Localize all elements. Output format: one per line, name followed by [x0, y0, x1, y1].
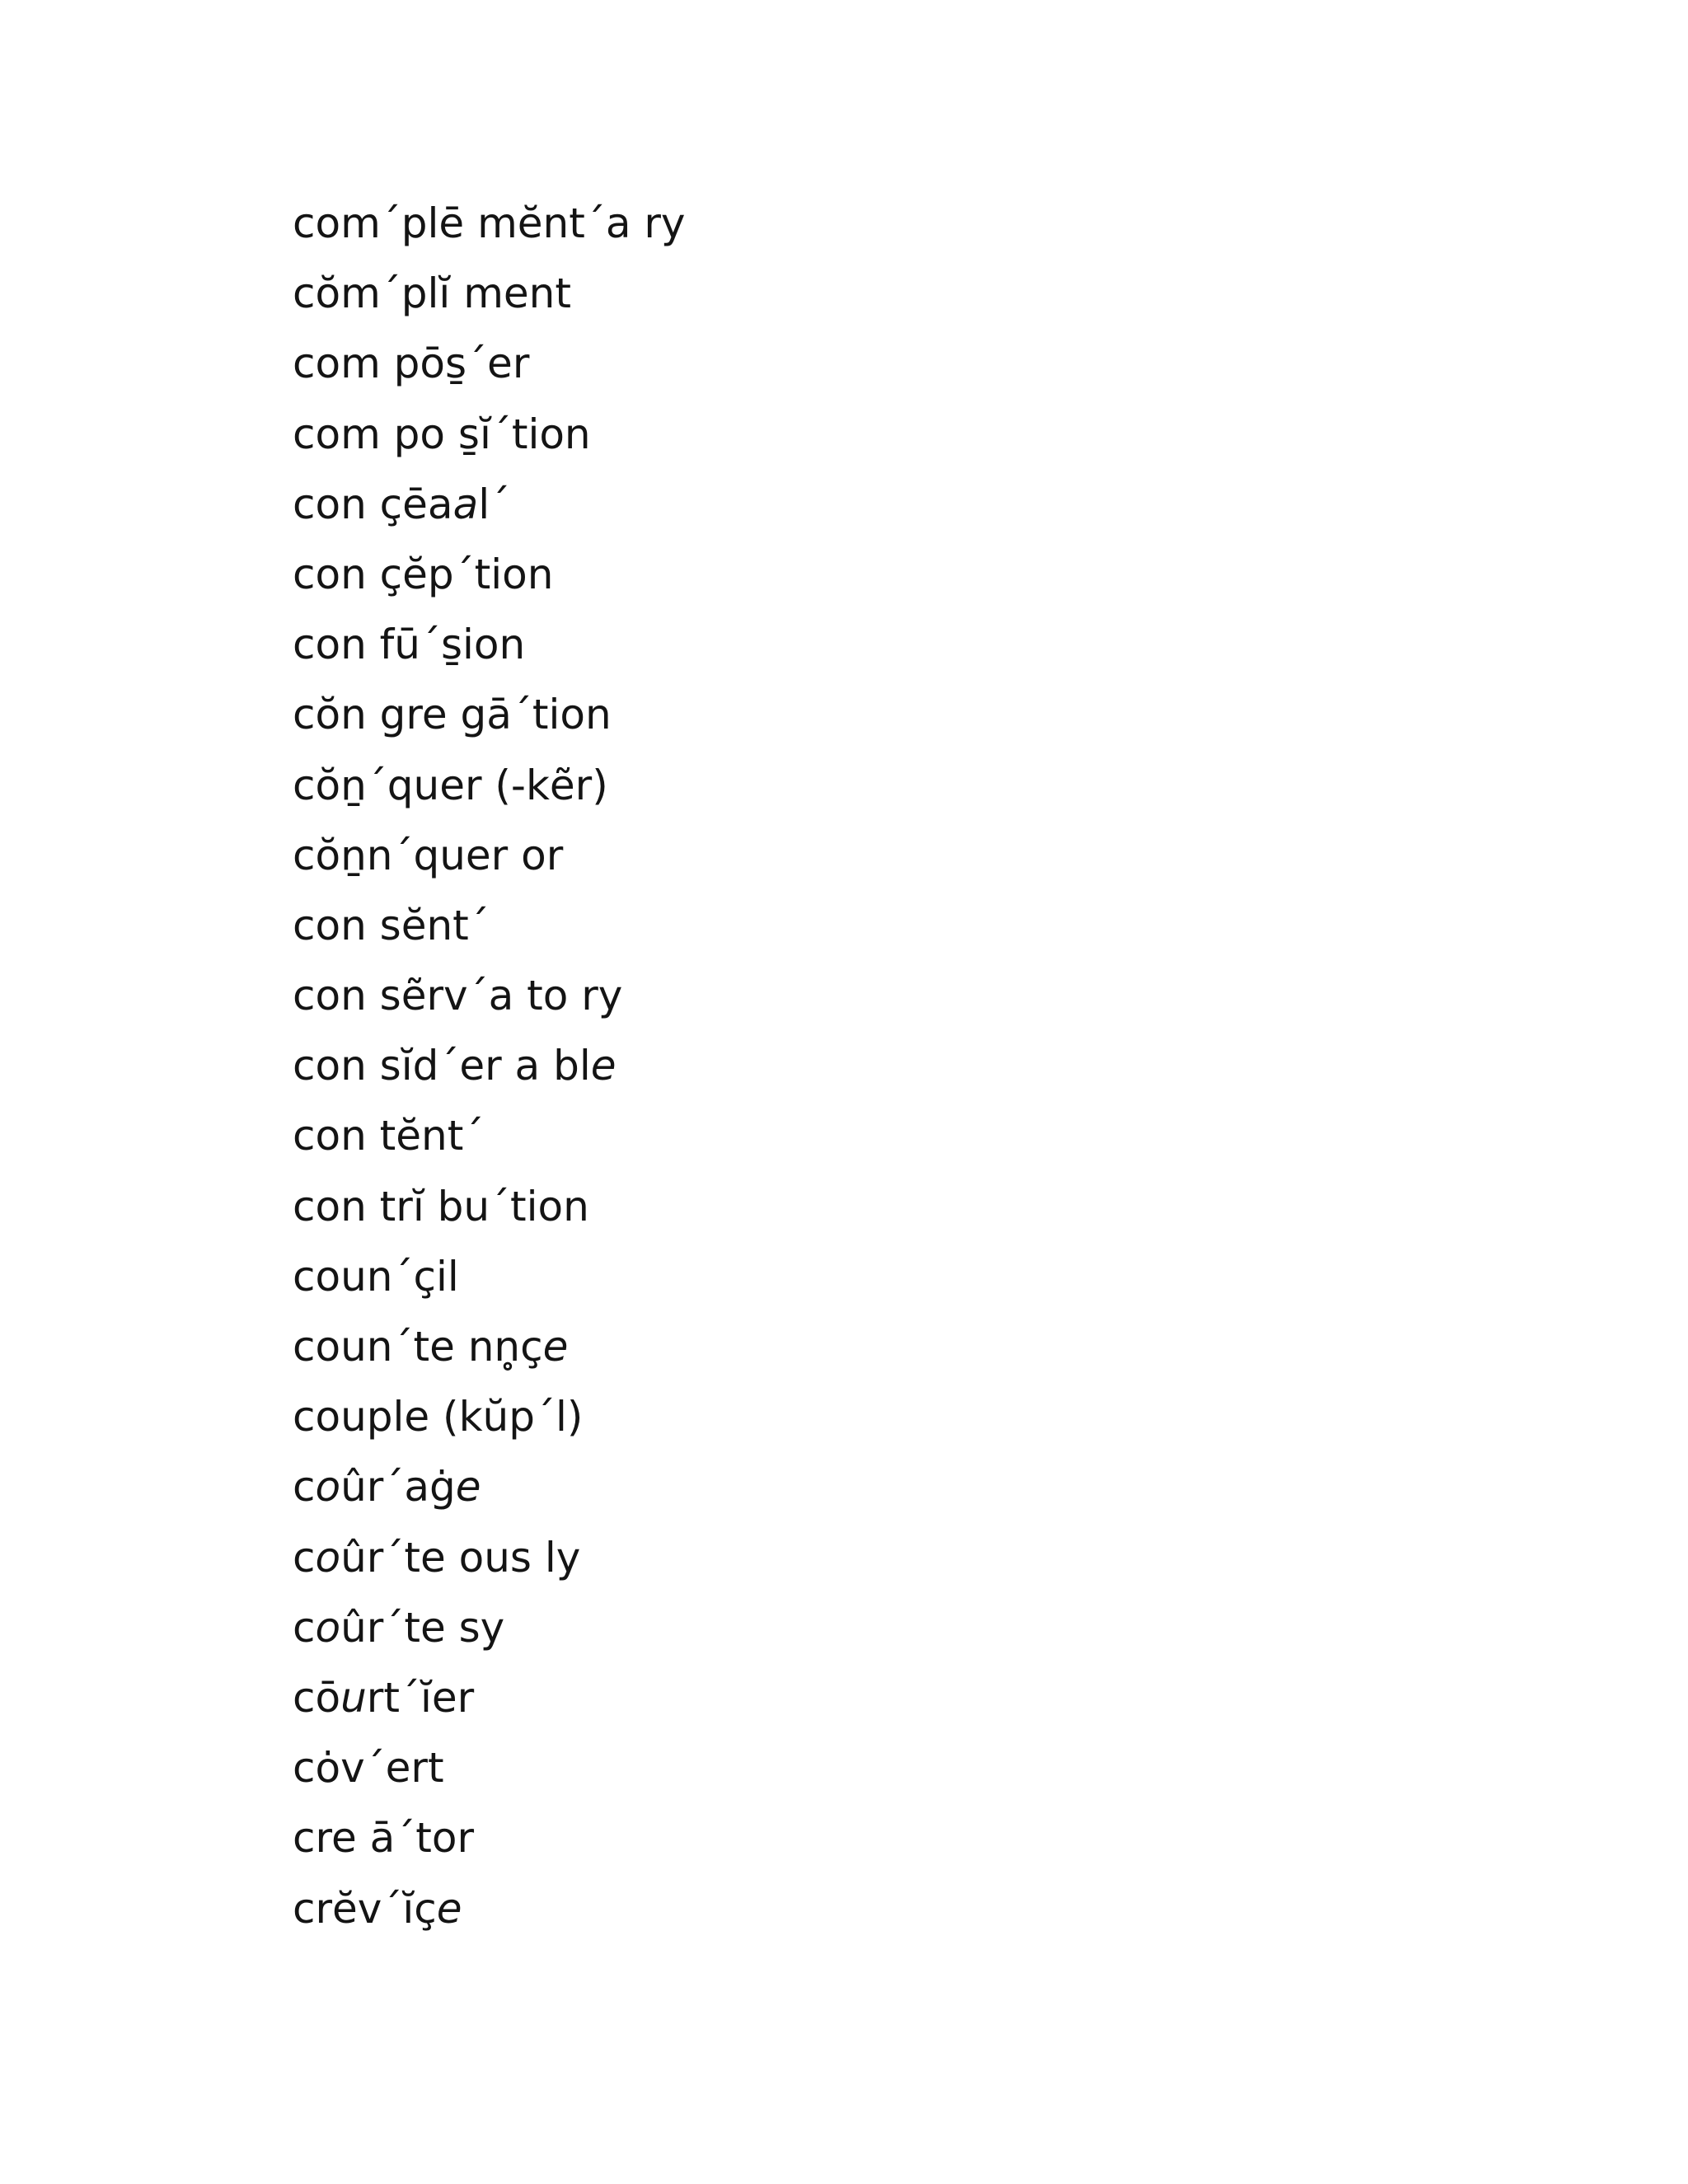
word-entry: [293, 1390, 1447, 1460]
pronunciation-word-list: [293, 196, 1447, 1952]
word-text: c: [293, 1603, 316, 1652]
word-entry: [293, 196, 1447, 266]
word-text: coun´çil: [293, 1252, 459, 1301]
word-entry: [293, 1601, 1447, 1671]
silent-letter: e: [590, 1042, 617, 1090]
word-entry: [293, 1038, 1447, 1108]
word-entry: [293, 547, 1447, 617]
word-text: cŏn gre gā´tion: [293, 691, 612, 739]
silent-letter: e: [436, 1884, 462, 1933]
word-entry: [293, 1249, 1447, 1319]
word-text: con sĭd´er a bl: [293, 1042, 591, 1090]
silent-letter: e: [542, 1323, 569, 1371]
word-text: couple (kŭp´l): [293, 1393, 584, 1441]
word-text: ûr´te sy: [340, 1603, 505, 1652]
word-text: crĕv´ĭç: [293, 1884, 437, 1933]
word-entry: [293, 1319, 1447, 1390]
silent-letter: u: [340, 1673, 367, 1722]
word-entry: [293, 336, 1447, 406]
word-text: l´: [478, 480, 511, 528]
word-entry: [293, 758, 1447, 828]
word-text: con fū´s̱ion: [293, 621, 526, 669]
word-text: cŏṉ´quer (-kẽr): [293, 761, 608, 809]
word-entry: [293, 687, 1447, 757]
word-text: ûr´aġ: [340, 1463, 456, 1511]
word-entry: [293, 1811, 1447, 1881]
word-entry: [293, 898, 1447, 968]
word-entry: [293, 1741, 1447, 1811]
word-text: con çēa: [293, 480, 453, 528]
word-entry: [293, 1179, 1447, 1249]
word-text: cō: [293, 1673, 341, 1722]
silent-letter: a: [452, 480, 479, 528]
word-text: con tĕnt´: [293, 1112, 485, 1160]
word-text: coun´te nn̥ç: [293, 1323, 543, 1371]
word-entry: [293, 477, 1447, 547]
word-text: com pōs̱´er: [293, 340, 530, 388]
word-text: cŏṉn´quer or: [293, 831, 564, 879]
word-text: com´plē mĕnt´a ry: [293, 199, 686, 247]
word-entry: [293, 1460, 1447, 1530]
word-text: rt´ĭer: [366, 1673, 475, 1722]
silent-letter: o: [315, 1463, 341, 1511]
word-entry: [293, 1671, 1447, 1741]
word-entry: [293, 266, 1447, 336]
word-entry: [293, 828, 1447, 898]
word-entry: [293, 1530, 1447, 1601]
word-text: c: [293, 1533, 316, 1582]
silent-letter: e: [455, 1463, 481, 1511]
word-text: ûr´te ous ly: [340, 1533, 581, 1582]
word-text: cre ā´tor: [293, 1814, 474, 1863]
silent-letter: o: [315, 1603, 341, 1652]
word-text: con çĕp´tion: [293, 550, 554, 598]
word-text: con trĭ bu´tion: [293, 1182, 589, 1230]
silent-letter: o: [315, 1533, 341, 1582]
word-entry: [293, 407, 1447, 477]
word-text: cŏm´plĭ ment: [293, 269, 571, 318]
word-entry: [293, 617, 1447, 687]
word-entry: [293, 1882, 1447, 1952]
word-entry: [293, 1108, 1447, 1179]
word-entry: [293, 968, 1447, 1038]
word-text: c: [293, 1463, 316, 1511]
word-text: com po s̱ĭ´tion: [293, 410, 591, 458]
word-text: cȯv´ert: [293, 1744, 444, 1793]
word-text: con sẽrv´a to ry: [293, 972, 623, 1020]
word-text: con sĕnt´: [293, 901, 490, 949]
